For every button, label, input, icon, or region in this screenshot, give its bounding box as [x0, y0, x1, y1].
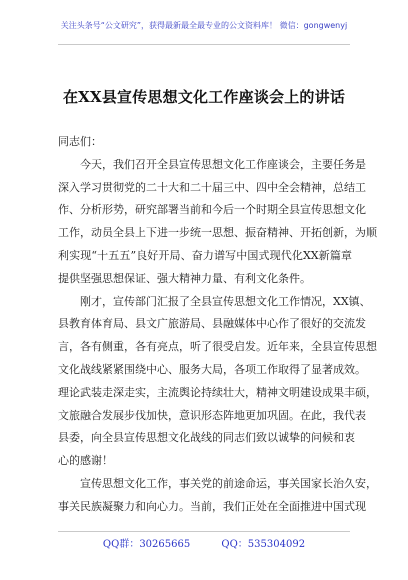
- header-banner: 关注头条号“公文研究”，获得最新最全最专业的公文资料库！ 微信：gongwenyj: [60, 21, 348, 30]
- footer-qq-group: QQ群：30265665: [102, 539, 191, 550]
- paragraph-2-line: 理论武装走深走实，主流舆论持续壮大，精神文明建设成果丰硕，: [58, 385, 377, 399]
- paragraph-2-line: 刚才，宣传部门汇报了全县宣传思想文化工作情况，XX镇、: [80, 294, 371, 308]
- paragraph-1-line: 工作，动员全县上下进一步统一思想、振奋精神、开拓创新，为顺: [58, 226, 377, 240]
- salutation: 同志们：: [58, 135, 102, 148]
- paragraph-1-line: 提供坚强思想保证、强大精神力量、有利文化条件。: [58, 271, 311, 285]
- paragraph-2-line: 心的感谢！: [58, 454, 113, 468]
- paragraph-1-line: 利实现“十五五”良好开局、奋力谱写中国式现代化XX新篇章: [58, 248, 352, 262]
- paragraph-3-line: 宣传思想文化工作，事关党的前途命运，事关国家长治久安，: [80, 476, 377, 490]
- paragraph-1-line: 今天，我们召开全县宣传思想文化工作座谈会，主要任务是: [80, 157, 366, 171]
- paragraph-1-line: 作、分析形势，研究部署当前和今后一个时期全县宣传思想文化: [58, 203, 366, 217]
- paragraph-2-line: 言，各有侧重，各有亮点，听了很受启发。近年来，全县宣传思想: [58, 340, 377, 354]
- paragraph-container: [58, 154, 377, 519]
- footer-qq: QQ：535304092: [221, 539, 306, 550]
- paragraph-2-line: 县教育体育局、县文广旅游局、县融媒体中心作了很好的交流发: [58, 317, 366, 331]
- paragraph-2-line: 县委，向全县宣传思想文化战线的同志们致以诚挚的问候和衷: [58, 431, 355, 445]
- document-body: [58, 131, 377, 519]
- document-title: 在XX县宣传思想文化工作座谈会上的讲话: [62, 88, 346, 106]
- paragraph-3-line: 事关民族凝聚力和向心力。当前，我们正处在全面推进中国式现: [58, 499, 366, 513]
- footer-divider: [58, 531, 350, 532]
- paragraph-2-line: 文化战线紧紧围绕中心、服务大局，各项工作取得了显著成效。: [58, 362, 366, 376]
- header-divider: [58, 44, 350, 45]
- footer-contact: [0, 535, 408, 550]
- paragraph-2-line: 文旅融合发展步伐加快，意识形态阵地更加巩固。在此，我代表: [58, 408, 366, 422]
- paragraph-1-line: 深入学习贯彻党的二十大和二十届三中、四中全会精神，总结工: [58, 180, 366, 194]
